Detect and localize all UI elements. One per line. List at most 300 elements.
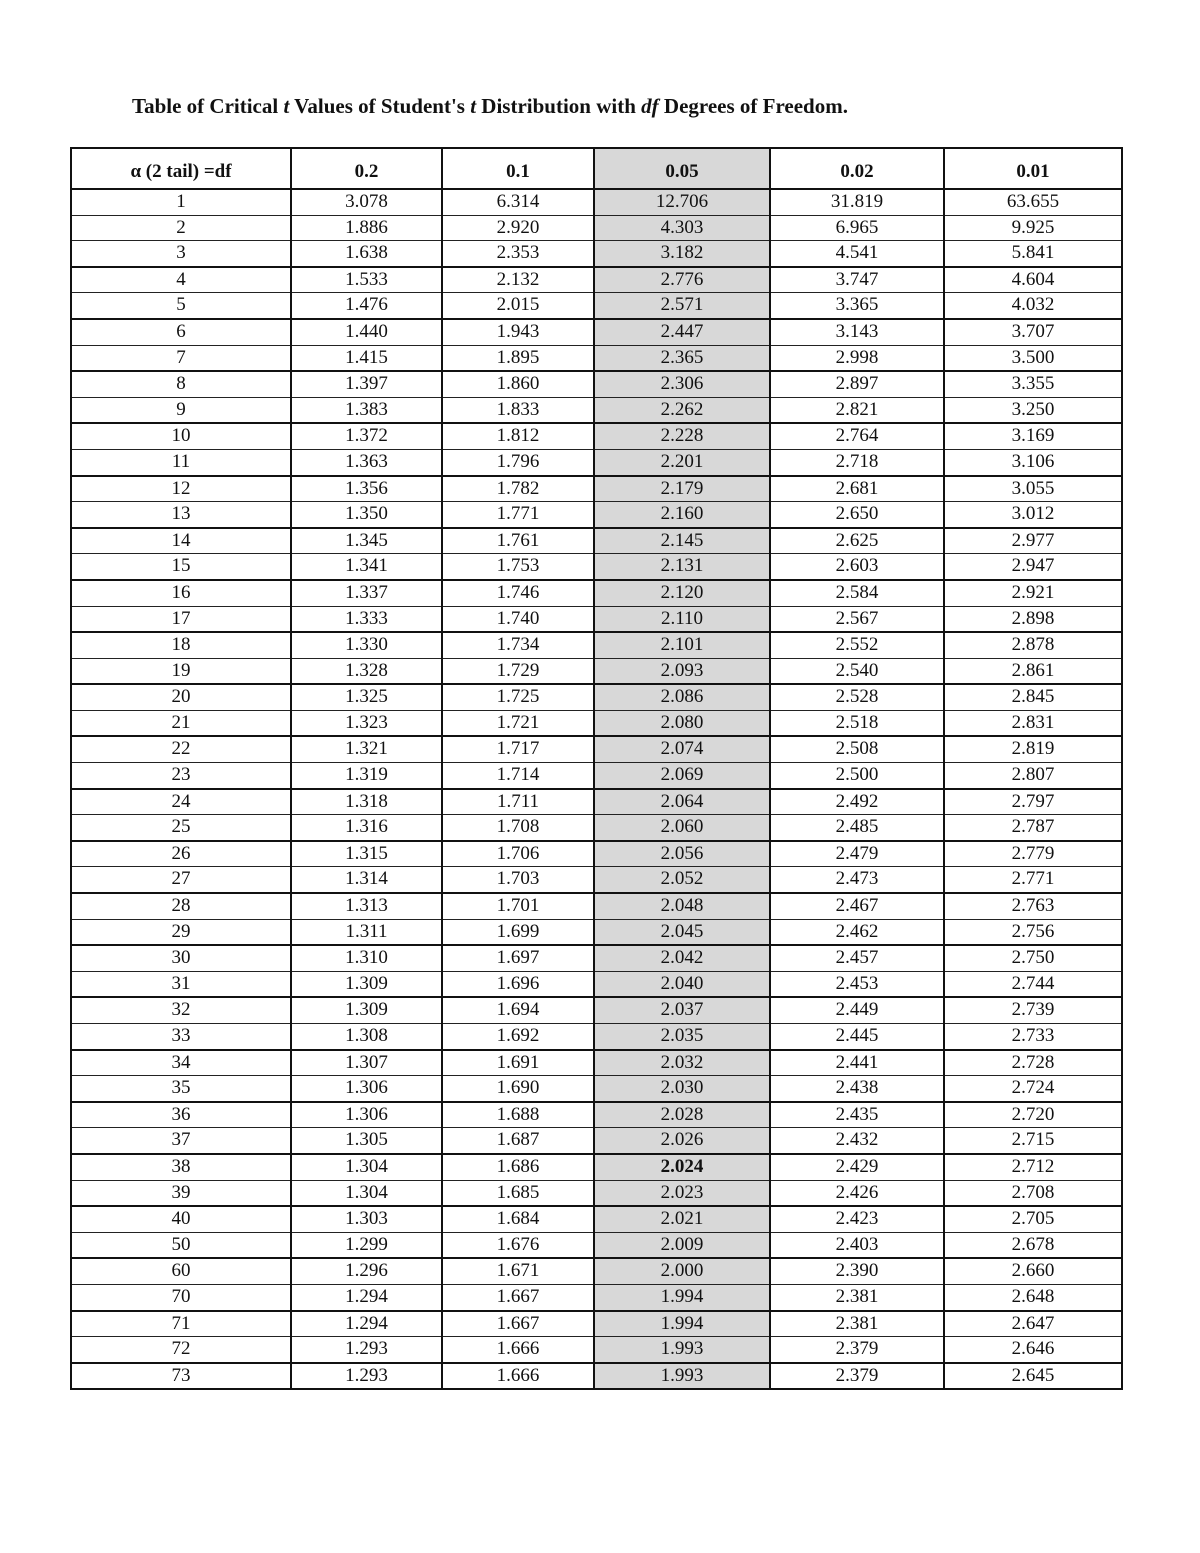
cell-alpha-0.02: 2.485 bbox=[770, 815, 944, 841]
cell-alpha-0.02: 2.479 bbox=[770, 841, 944, 867]
table-row bbox=[71, 476, 1122, 502]
table-row bbox=[71, 1024, 1122, 1050]
cell-alpha-0.01: 2.739 bbox=[944, 997, 1122, 1023]
table-row bbox=[71, 1258, 1122, 1284]
cell-alpha-0.01: 2.797 bbox=[944, 789, 1122, 815]
title-part-4: Degrees of Freedom. bbox=[658, 94, 848, 118]
cell-alpha-0.1: 1.761 bbox=[442, 528, 594, 554]
cell-alpha-0.01: 2.708 bbox=[944, 1180, 1122, 1206]
cell-alpha-0.05: 2.086 bbox=[594, 684, 770, 710]
cell-df: 8 bbox=[71, 371, 291, 397]
cell-alpha-0.2: 1.345 bbox=[291, 528, 442, 554]
cell-alpha-0.02: 2.381 bbox=[770, 1311, 944, 1337]
cell-alpha-0.02: 2.390 bbox=[770, 1258, 944, 1284]
cell-alpha-0.01: 2.645 bbox=[944, 1363, 1122, 1390]
cell-alpha-0.02: 2.432 bbox=[770, 1128, 944, 1154]
cell-alpha-0.02: 2.650 bbox=[770, 502, 944, 528]
cell-alpha-0.05: 2.201 bbox=[594, 449, 770, 475]
cell-df: 24 bbox=[71, 789, 291, 815]
cell-df: 10 bbox=[71, 423, 291, 449]
table-row bbox=[71, 449, 1122, 475]
cell-alpha-0.01: 2.724 bbox=[944, 1076, 1122, 1102]
cell-alpha-0.1: 1.734 bbox=[442, 632, 594, 658]
cell-df: 31 bbox=[71, 971, 291, 997]
cell-alpha-0.05: 2.306 bbox=[594, 371, 770, 397]
table-row bbox=[71, 1232, 1122, 1258]
table-row bbox=[71, 319, 1122, 345]
cell-alpha-0.1: 1.740 bbox=[442, 606, 594, 632]
cell-alpha-0.1: 1.717 bbox=[442, 736, 594, 762]
table-row bbox=[71, 919, 1122, 945]
table-row bbox=[71, 1206, 1122, 1232]
table-row bbox=[71, 189, 1122, 215]
cell-alpha-0.2: 1.311 bbox=[291, 919, 442, 945]
cell-alpha-0.2: 1.314 bbox=[291, 867, 442, 893]
cell-alpha-0.05: 1.994 bbox=[594, 1284, 770, 1310]
cell-alpha-0.2: 1.315 bbox=[291, 841, 442, 867]
cell-alpha-0.05: 2.023 bbox=[594, 1180, 770, 1206]
cell-alpha-0.05: 2.024 bbox=[594, 1154, 770, 1180]
cell-alpha-0.01: 3.106 bbox=[944, 449, 1122, 475]
cell-alpha-0.2: 1.330 bbox=[291, 632, 442, 658]
cell-alpha-0.01: 2.647 bbox=[944, 1311, 1122, 1337]
cell-alpha-0.1: 1.729 bbox=[442, 658, 594, 684]
cell-alpha-0.1: 1.714 bbox=[442, 763, 594, 789]
cell-alpha-0.05: 2.009 bbox=[594, 1232, 770, 1258]
table-row bbox=[71, 606, 1122, 632]
cell-alpha-0.05: 2.160 bbox=[594, 502, 770, 528]
cell-alpha-0.1: 1.676 bbox=[442, 1232, 594, 1258]
table-row bbox=[71, 215, 1122, 241]
cell-alpha-0.2: 1.316 bbox=[291, 815, 442, 841]
cell-alpha-0.05: 3.182 bbox=[594, 241, 770, 267]
title-t-symbol-2: t bbox=[470, 94, 477, 118]
cell-alpha-0.2: 1.356 bbox=[291, 476, 442, 502]
title-part-1: Table of Critical bbox=[132, 94, 284, 118]
cell-alpha-0.1: 1.746 bbox=[442, 580, 594, 606]
cell-alpha-0.01: 3.500 bbox=[944, 345, 1122, 371]
cell-alpha-0.2: 1.323 bbox=[291, 710, 442, 736]
cell-alpha-0.02: 3.747 bbox=[770, 267, 944, 293]
cell-df: 39 bbox=[71, 1180, 291, 1206]
cell-alpha-0.02: 2.403 bbox=[770, 1232, 944, 1258]
cell-df: 15 bbox=[71, 554, 291, 580]
cell-alpha-0.1: 1.701 bbox=[442, 893, 594, 919]
cell-alpha-0.01: 3.169 bbox=[944, 423, 1122, 449]
cell-df: 17 bbox=[71, 606, 291, 632]
cell-alpha-0.02: 2.567 bbox=[770, 606, 944, 632]
table-row bbox=[71, 945, 1122, 971]
cell-alpha-0.02: 4.541 bbox=[770, 241, 944, 267]
cell-alpha-0.2: 1.307 bbox=[291, 1050, 442, 1076]
cell-alpha-0.02: 2.625 bbox=[770, 528, 944, 554]
cell-alpha-0.01: 5.841 bbox=[944, 241, 1122, 267]
cell-alpha-0.1: 1.691 bbox=[442, 1050, 594, 1076]
table-row bbox=[71, 893, 1122, 919]
cell-alpha-0.1: 2.132 bbox=[442, 267, 594, 293]
cell-alpha-0.05: 2.052 bbox=[594, 867, 770, 893]
cell-df: 38 bbox=[71, 1154, 291, 1180]
cell-alpha-0.02: 2.379 bbox=[770, 1337, 944, 1363]
cell-alpha-0.01: 2.878 bbox=[944, 632, 1122, 658]
cell-df: 34 bbox=[71, 1050, 291, 1076]
cell-alpha-0.05: 2.040 bbox=[594, 971, 770, 997]
cell-alpha-0.1: 1.667 bbox=[442, 1311, 594, 1337]
cell-alpha-0.05: 2.074 bbox=[594, 736, 770, 762]
cell-alpha-0.1: 1.696 bbox=[442, 971, 594, 997]
cell-alpha-0.02: 2.473 bbox=[770, 867, 944, 893]
cell-alpha-0.02: 2.435 bbox=[770, 1102, 944, 1128]
cell-alpha-0.02: 2.381 bbox=[770, 1284, 944, 1310]
cell-alpha-0.1: 1.666 bbox=[442, 1337, 594, 1363]
table-row bbox=[71, 789, 1122, 815]
header-alpha-0.02: 0.02 bbox=[770, 148, 944, 189]
cell-alpha-0.02: 3.143 bbox=[770, 319, 944, 345]
cell-alpha-0.02: 2.540 bbox=[770, 658, 944, 684]
cell-alpha-0.1: 1.667 bbox=[442, 1284, 594, 1310]
cell-alpha-0.01: 2.728 bbox=[944, 1050, 1122, 1076]
cell-alpha-0.1: 1.699 bbox=[442, 919, 594, 945]
cell-df: 36 bbox=[71, 1102, 291, 1128]
cell-alpha-0.01: 2.660 bbox=[944, 1258, 1122, 1284]
table-row bbox=[71, 997, 1122, 1023]
cell-alpha-0.01: 2.750 bbox=[944, 945, 1122, 971]
cell-alpha-0.05: 2.030 bbox=[594, 1076, 770, 1102]
table-row bbox=[71, 528, 1122, 554]
cell-alpha-0.2: 1.305 bbox=[291, 1128, 442, 1154]
cell-alpha-0.01: 3.355 bbox=[944, 371, 1122, 397]
table-row bbox=[71, 841, 1122, 867]
cell-df: 28 bbox=[71, 893, 291, 919]
cell-alpha-0.02: 2.603 bbox=[770, 554, 944, 580]
cell-alpha-0.05: 2.026 bbox=[594, 1128, 770, 1154]
table-row bbox=[71, 763, 1122, 789]
cell-alpha-0.2: 1.440 bbox=[291, 319, 442, 345]
cell-alpha-0.02: 2.457 bbox=[770, 945, 944, 971]
cell-alpha-0.1: 1.697 bbox=[442, 945, 594, 971]
cell-alpha-0.01: 2.712 bbox=[944, 1154, 1122, 1180]
cell-alpha-0.05: 2.045 bbox=[594, 919, 770, 945]
cell-alpha-0.2: 1.337 bbox=[291, 580, 442, 606]
cell-df: 72 bbox=[71, 1337, 291, 1363]
cell-alpha-0.01: 2.744 bbox=[944, 971, 1122, 997]
table-row bbox=[71, 580, 1122, 606]
cell-alpha-0.2: 1.321 bbox=[291, 736, 442, 762]
table-row bbox=[71, 1128, 1122, 1154]
cell-alpha-0.01: 4.604 bbox=[944, 267, 1122, 293]
cell-alpha-0.02: 2.492 bbox=[770, 789, 944, 815]
header-alpha-0.1: 0.1 bbox=[442, 148, 594, 189]
cell-alpha-0.05: 2.064 bbox=[594, 789, 770, 815]
cell-alpha-0.05: 2.056 bbox=[594, 841, 770, 867]
cell-alpha-0.2: 1.363 bbox=[291, 449, 442, 475]
cell-alpha-0.2: 1.294 bbox=[291, 1311, 442, 1337]
cell-alpha-0.01: 2.845 bbox=[944, 684, 1122, 710]
cell-alpha-0.2: 1.299 bbox=[291, 1232, 442, 1258]
cell-df: 27 bbox=[71, 867, 291, 893]
cell-alpha-0.05: 2.110 bbox=[594, 606, 770, 632]
cell-df: 40 bbox=[71, 1206, 291, 1232]
cell-alpha-0.02: 2.764 bbox=[770, 423, 944, 449]
table-body bbox=[71, 189, 1122, 1389]
cell-alpha-0.2: 3.078 bbox=[291, 189, 442, 215]
cell-df: 19 bbox=[71, 658, 291, 684]
title-t-symbol-1: t bbox=[283, 94, 290, 118]
cell-alpha-0.02: 2.453 bbox=[770, 971, 944, 997]
cell-alpha-0.2: 1.303 bbox=[291, 1206, 442, 1232]
cell-alpha-0.02: 3.365 bbox=[770, 293, 944, 319]
cell-df: 60 bbox=[71, 1258, 291, 1284]
cell-alpha-0.1: 1.685 bbox=[442, 1180, 594, 1206]
cell-df: 35 bbox=[71, 1076, 291, 1102]
cell-df: 21 bbox=[71, 710, 291, 736]
table-row bbox=[71, 684, 1122, 710]
cell-alpha-0.2: 1.308 bbox=[291, 1024, 442, 1050]
cell-alpha-0.1: 1.711 bbox=[442, 789, 594, 815]
cell-alpha-0.1: 2.920 bbox=[442, 215, 594, 241]
cell-alpha-0.02: 2.441 bbox=[770, 1050, 944, 1076]
cell-alpha-0.05: 2.131 bbox=[594, 554, 770, 580]
cell-alpha-0.01: 2.819 bbox=[944, 736, 1122, 762]
cell-alpha-0.01: 4.032 bbox=[944, 293, 1122, 319]
cell-df: 16 bbox=[71, 580, 291, 606]
cell-alpha-0.01: 2.763 bbox=[944, 893, 1122, 919]
cell-alpha-0.02: 2.426 bbox=[770, 1180, 944, 1206]
cell-df: 14 bbox=[71, 528, 291, 554]
cell-alpha-0.1: 1.721 bbox=[442, 710, 594, 736]
cell-df: 9 bbox=[71, 397, 291, 423]
cell-alpha-0.2: 1.306 bbox=[291, 1076, 442, 1102]
cell-alpha-0.05: 1.993 bbox=[594, 1363, 770, 1390]
cell-alpha-0.05: 4.303 bbox=[594, 215, 770, 241]
table-row bbox=[71, 1363, 1122, 1390]
cell-alpha-0.2: 1.304 bbox=[291, 1180, 442, 1206]
cell-df: 11 bbox=[71, 449, 291, 475]
cell-alpha-0.02: 2.552 bbox=[770, 632, 944, 658]
cell-alpha-0.1: 1.687 bbox=[442, 1128, 594, 1154]
cell-alpha-0.01: 2.646 bbox=[944, 1337, 1122, 1363]
cell-alpha-0.02: 2.528 bbox=[770, 684, 944, 710]
table-row bbox=[71, 1337, 1122, 1363]
table-row bbox=[71, 554, 1122, 580]
cell-alpha-0.01: 2.756 bbox=[944, 919, 1122, 945]
cell-df: 29 bbox=[71, 919, 291, 945]
cell-alpha-0.01: 2.648 bbox=[944, 1284, 1122, 1310]
cell-alpha-0.01: 2.733 bbox=[944, 1024, 1122, 1050]
cell-alpha-0.05: 2.060 bbox=[594, 815, 770, 841]
cell-alpha-0.01: 2.921 bbox=[944, 580, 1122, 606]
cell-df: 2 bbox=[71, 215, 291, 241]
cell-alpha-0.2: 1.313 bbox=[291, 893, 442, 919]
cell-alpha-0.1: 1.688 bbox=[442, 1102, 594, 1128]
cell-alpha-0.2: 1.415 bbox=[291, 345, 442, 371]
cell-alpha-0.1: 1.666 bbox=[442, 1363, 594, 1390]
cell-alpha-0.01: 63.655 bbox=[944, 189, 1122, 215]
cell-df: 22 bbox=[71, 736, 291, 762]
cell-df: 7 bbox=[71, 345, 291, 371]
title-df-symbol: df bbox=[641, 94, 659, 118]
cell-alpha-0.2: 1.293 bbox=[291, 1337, 442, 1363]
cell-alpha-0.01: 2.705 bbox=[944, 1206, 1122, 1232]
header-alpha-0.05: 0.05 bbox=[594, 148, 770, 189]
cell-alpha-0.1: 1.860 bbox=[442, 371, 594, 397]
header-alpha-0.01: 0.01 bbox=[944, 148, 1122, 189]
cell-alpha-0.05: 2.365 bbox=[594, 345, 770, 371]
cell-alpha-0.2: 1.372 bbox=[291, 423, 442, 449]
cell-alpha-0.1: 6.314 bbox=[442, 189, 594, 215]
cell-alpha-0.2: 1.476 bbox=[291, 293, 442, 319]
cell-df: 70 bbox=[71, 1284, 291, 1310]
cell-df: 5 bbox=[71, 293, 291, 319]
cell-alpha-0.2: 1.294 bbox=[291, 1284, 442, 1310]
cell-alpha-0.05: 2.035 bbox=[594, 1024, 770, 1050]
cell-alpha-0.02: 2.379 bbox=[770, 1363, 944, 1390]
cell-alpha-0.01: 2.861 bbox=[944, 658, 1122, 684]
cell-alpha-0.05: 2.571 bbox=[594, 293, 770, 319]
cell-alpha-0.05: 2.069 bbox=[594, 763, 770, 789]
cell-alpha-0.01: 3.012 bbox=[944, 502, 1122, 528]
cell-alpha-0.2: 1.333 bbox=[291, 606, 442, 632]
cell-alpha-0.1: 1.708 bbox=[442, 815, 594, 841]
table-row bbox=[71, 502, 1122, 528]
table-row bbox=[71, 1076, 1122, 1102]
cell-df: 6 bbox=[71, 319, 291, 345]
cell-alpha-0.02: 31.819 bbox=[770, 189, 944, 215]
cell-alpha-0.1: 1.706 bbox=[442, 841, 594, 867]
table-row bbox=[71, 423, 1122, 449]
cell-alpha-0.2: 1.293 bbox=[291, 1363, 442, 1390]
cell-alpha-0.2: 1.533 bbox=[291, 267, 442, 293]
cell-alpha-0.2: 1.310 bbox=[291, 945, 442, 971]
cell-alpha-0.02: 2.821 bbox=[770, 397, 944, 423]
cell-alpha-0.1: 1.833 bbox=[442, 397, 594, 423]
page-title bbox=[132, 94, 848, 119]
cell-df: 50 bbox=[71, 1232, 291, 1258]
header-alpha-0.2: 0.2 bbox=[291, 148, 442, 189]
cell-df: 30 bbox=[71, 945, 291, 971]
cell-alpha-0.1: 1.771 bbox=[442, 502, 594, 528]
cell-alpha-0.2: 1.318 bbox=[291, 789, 442, 815]
cell-alpha-0.01: 2.720 bbox=[944, 1102, 1122, 1128]
cell-alpha-0.2: 1.304 bbox=[291, 1154, 442, 1180]
cell-alpha-0.02: 2.438 bbox=[770, 1076, 944, 1102]
title-part-2: Values of Student's bbox=[289, 94, 471, 118]
cell-alpha-0.2: 1.886 bbox=[291, 215, 442, 241]
cell-alpha-0.1: 1.725 bbox=[442, 684, 594, 710]
cell-alpha-0.05: 2.776 bbox=[594, 267, 770, 293]
cell-alpha-0.1: 1.684 bbox=[442, 1206, 594, 1232]
cell-alpha-0.02: 2.423 bbox=[770, 1206, 944, 1232]
cell-alpha-0.01: 2.898 bbox=[944, 606, 1122, 632]
table-row bbox=[71, 632, 1122, 658]
table-row bbox=[71, 371, 1122, 397]
cell-alpha-0.05: 2.032 bbox=[594, 1050, 770, 1076]
cell-alpha-0.2: 1.638 bbox=[291, 241, 442, 267]
table-header-row bbox=[71, 148, 1122, 189]
table-row bbox=[71, 710, 1122, 736]
cell-alpha-0.01: 2.977 bbox=[944, 528, 1122, 554]
table-row bbox=[71, 815, 1122, 841]
table-row bbox=[71, 658, 1122, 684]
cell-alpha-0.2: 1.350 bbox=[291, 502, 442, 528]
cell-alpha-0.01: 2.678 bbox=[944, 1232, 1122, 1258]
cell-alpha-0.01: 3.707 bbox=[944, 319, 1122, 345]
cell-alpha-0.01: 9.925 bbox=[944, 215, 1122, 241]
cell-alpha-0.01: 2.715 bbox=[944, 1128, 1122, 1154]
cell-alpha-0.2: 1.325 bbox=[291, 684, 442, 710]
cell-df: 71 bbox=[71, 1311, 291, 1337]
cell-alpha-0.2: 1.341 bbox=[291, 554, 442, 580]
cell-alpha-0.02: 2.718 bbox=[770, 449, 944, 475]
cell-alpha-0.05: 2.228 bbox=[594, 423, 770, 449]
cell-alpha-0.01: 2.807 bbox=[944, 763, 1122, 789]
cell-alpha-0.01: 2.779 bbox=[944, 841, 1122, 867]
table-row bbox=[71, 345, 1122, 371]
table-row bbox=[71, 293, 1122, 319]
table-row bbox=[71, 1050, 1122, 1076]
table-row bbox=[71, 1284, 1122, 1310]
cell-alpha-0.1: 1.753 bbox=[442, 554, 594, 580]
cell-alpha-0.01: 2.771 bbox=[944, 867, 1122, 893]
cell-alpha-0.01: 2.831 bbox=[944, 710, 1122, 736]
cell-alpha-0.1: 1.943 bbox=[442, 319, 594, 345]
cell-alpha-0.2: 1.383 bbox=[291, 397, 442, 423]
cell-df: 26 bbox=[71, 841, 291, 867]
cell-alpha-0.05: 2.145 bbox=[594, 528, 770, 554]
cell-alpha-0.1: 2.353 bbox=[442, 241, 594, 267]
cell-alpha-0.1: 1.690 bbox=[442, 1076, 594, 1102]
cell-alpha-0.2: 1.319 bbox=[291, 763, 442, 789]
cell-alpha-0.02: 2.518 bbox=[770, 710, 944, 736]
cell-alpha-0.1: 1.694 bbox=[442, 997, 594, 1023]
cell-df: 25 bbox=[71, 815, 291, 841]
cell-df: 18 bbox=[71, 632, 291, 658]
cell-alpha-0.1: 1.796 bbox=[442, 449, 594, 475]
title-part-3: Distribution with bbox=[476, 94, 642, 118]
cell-df: 20 bbox=[71, 684, 291, 710]
cell-df: 32 bbox=[71, 997, 291, 1023]
cell-df: 33 bbox=[71, 1024, 291, 1050]
table-row bbox=[71, 397, 1122, 423]
cell-alpha-0.01: 2.787 bbox=[944, 815, 1122, 841]
table-row bbox=[71, 867, 1122, 893]
cell-alpha-0.05: 2.262 bbox=[594, 397, 770, 423]
cell-alpha-0.02: 2.500 bbox=[770, 763, 944, 789]
cell-alpha-0.02: 2.462 bbox=[770, 919, 944, 945]
cell-alpha-0.05: 1.994 bbox=[594, 1311, 770, 1337]
cell-alpha-0.1: 1.703 bbox=[442, 867, 594, 893]
cell-alpha-0.05: 2.093 bbox=[594, 658, 770, 684]
cell-alpha-0.05: 1.993 bbox=[594, 1337, 770, 1363]
cell-alpha-0.01: 3.250 bbox=[944, 397, 1122, 423]
cell-alpha-0.2: 1.306 bbox=[291, 1102, 442, 1128]
cell-alpha-0.02: 2.445 bbox=[770, 1024, 944, 1050]
table-row bbox=[71, 736, 1122, 762]
cell-df: 23 bbox=[71, 763, 291, 789]
cell-alpha-0.02: 2.897 bbox=[770, 371, 944, 397]
cell-alpha-0.05: 2.101 bbox=[594, 632, 770, 658]
cell-alpha-0.1: 1.812 bbox=[442, 423, 594, 449]
cell-df: 12 bbox=[71, 476, 291, 502]
cell-alpha-0.1: 1.686 bbox=[442, 1154, 594, 1180]
cell-df: 73 bbox=[71, 1363, 291, 1390]
cell-alpha-0.2: 1.296 bbox=[291, 1258, 442, 1284]
cell-alpha-0.02: 2.508 bbox=[770, 736, 944, 762]
cell-df: 37 bbox=[71, 1128, 291, 1154]
table-row bbox=[71, 971, 1122, 997]
cell-alpha-0.02: 2.467 bbox=[770, 893, 944, 919]
table-row bbox=[71, 267, 1122, 293]
